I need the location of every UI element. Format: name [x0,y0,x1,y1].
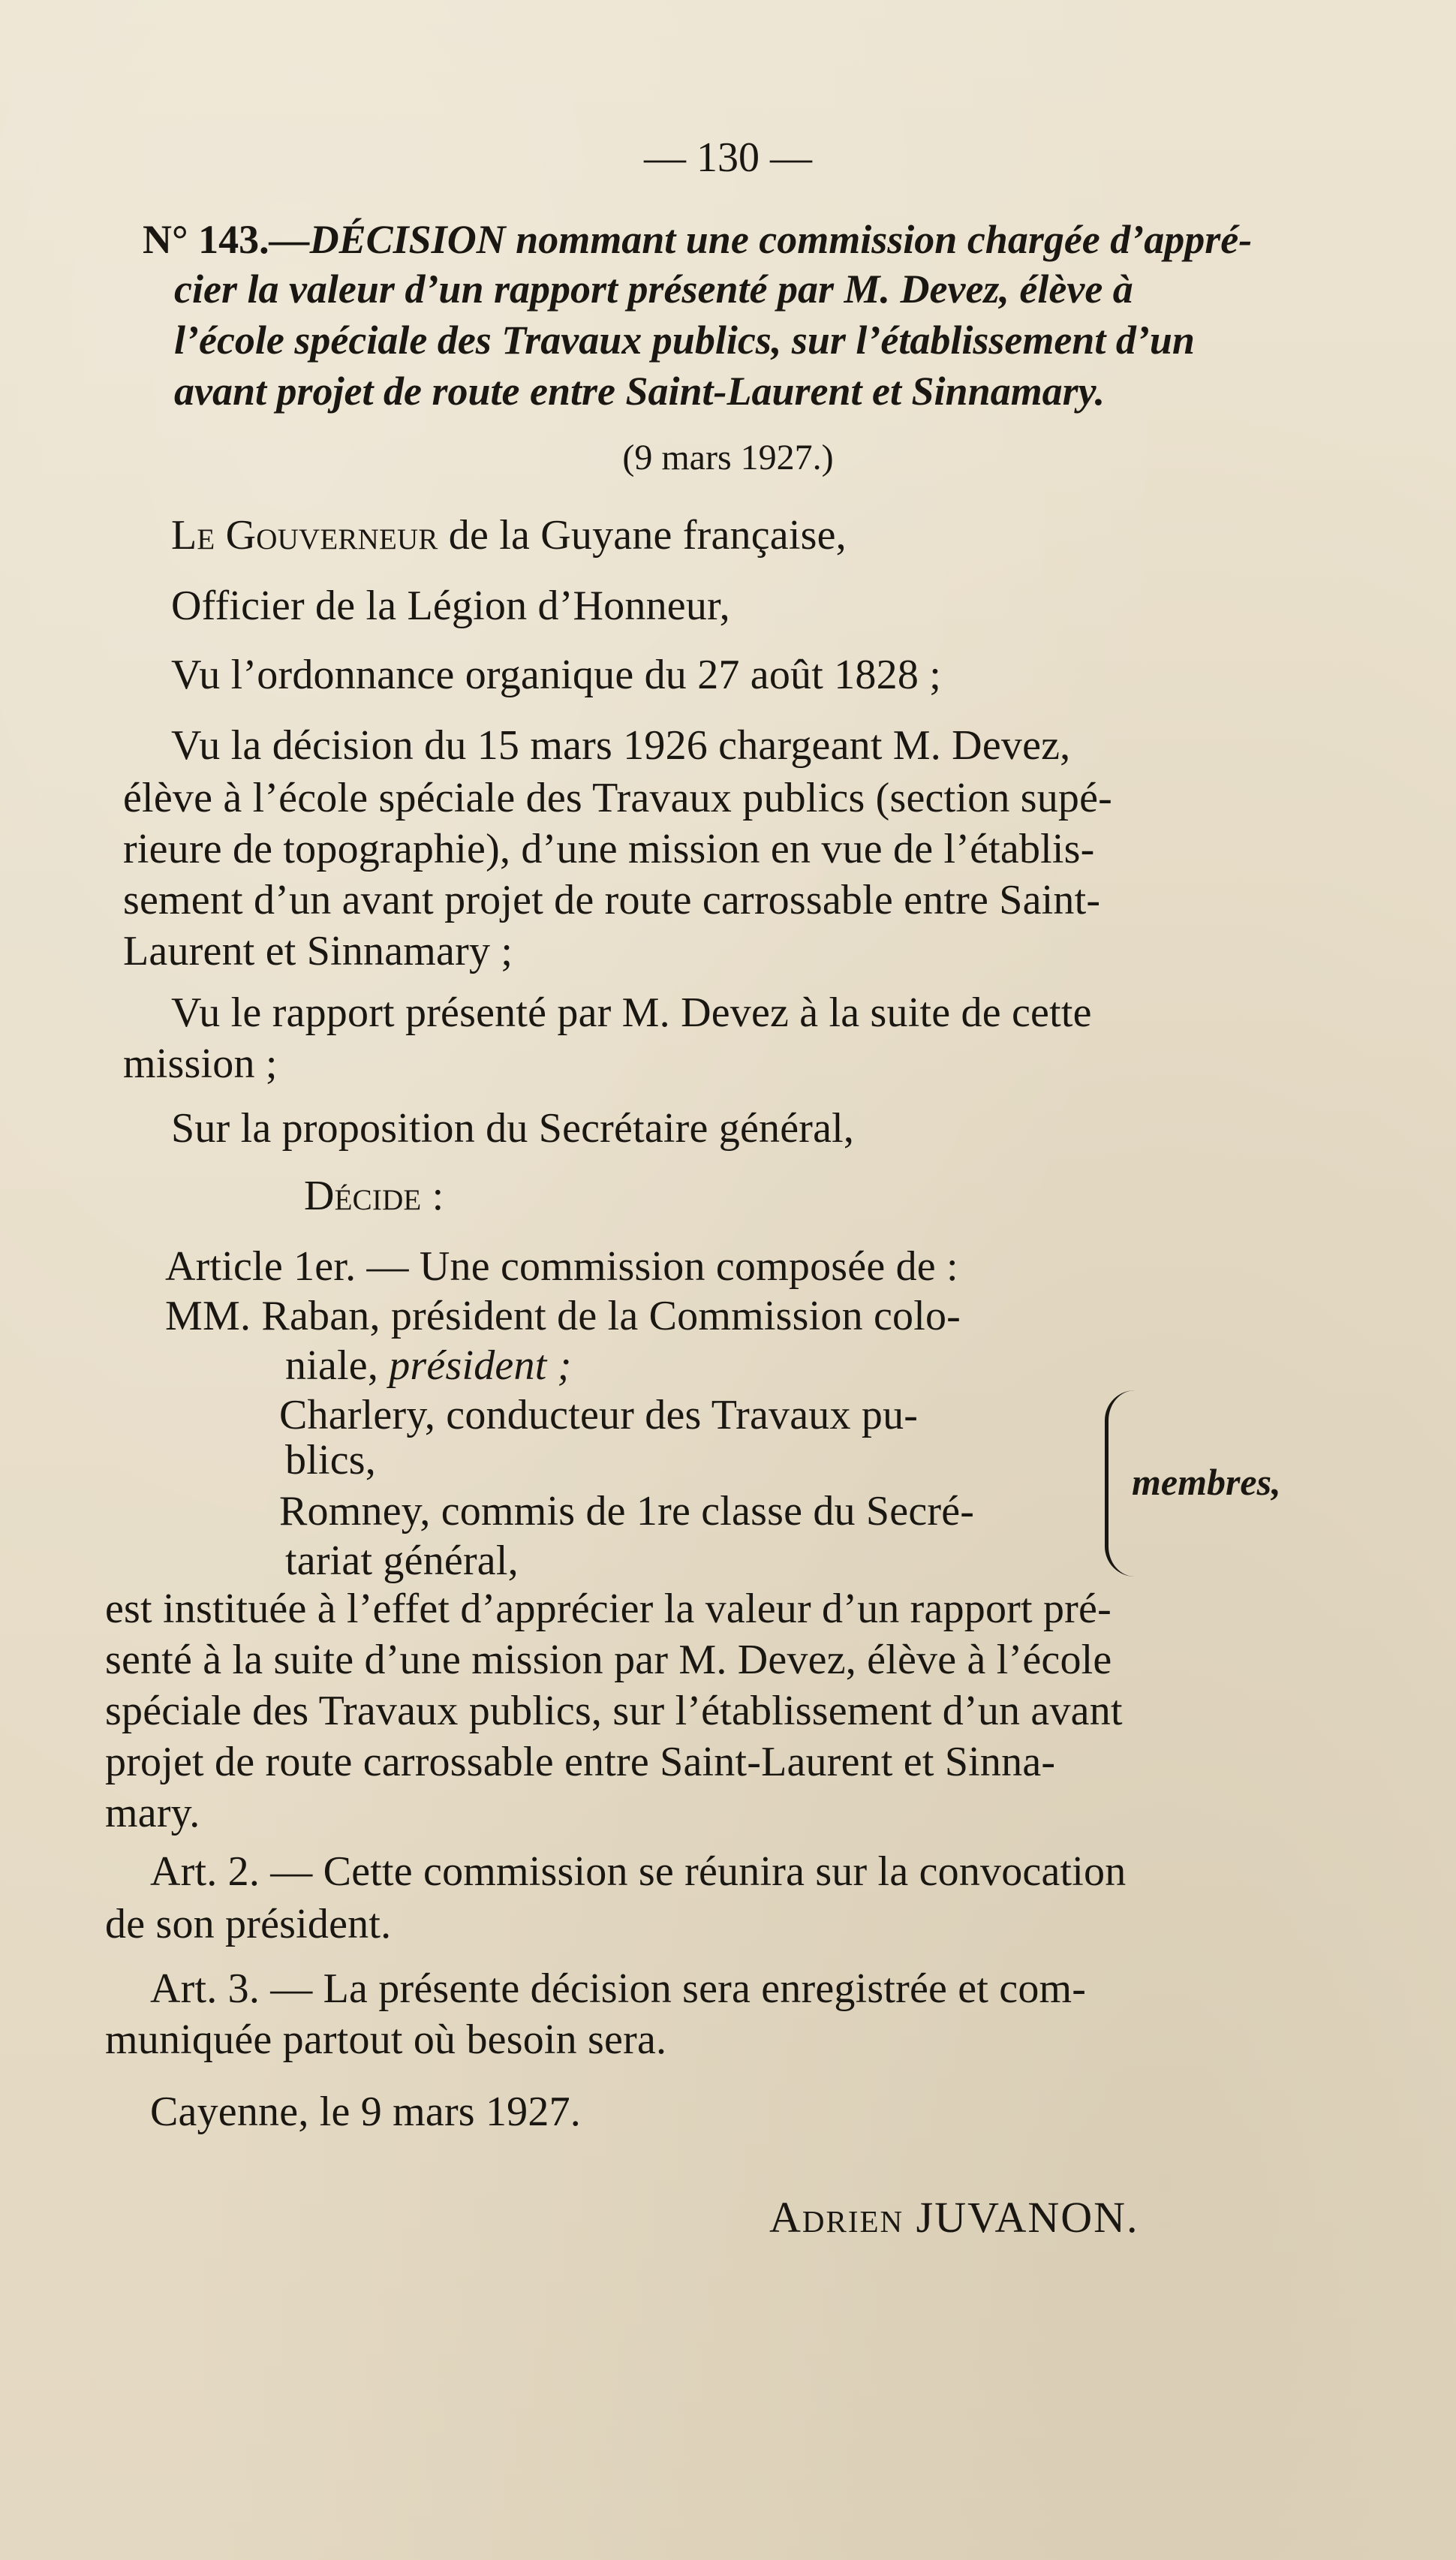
article-2-line-1: Art. 2. — Cette commission se réunira sur la convocation [150,1848,1127,1895]
members-brace [1105,1390,1135,1577]
page-number: — 130 — [644,134,812,181]
gouverneur-title: Le Gouverneur [171,512,438,559]
article-1-line-9: senté à la suite d’une mission par M. Devez, élève à l’école [105,1637,1112,1683]
place-date: Cayenne, le 9 mars 1927. [150,2089,581,2135]
membres-label: membres, [1132,1461,1281,1503]
officier-line: Officier de la Légion d’Honneur, [171,583,730,629]
vu-decision-line-3: rieure de topographie), d’une mission en vue de l’établis- [123,826,1095,872]
gouverneur-line [171,510,847,560]
mm-prefix: MM. [165,1293,262,1339]
decision-number: N° 143. [143,217,269,262]
decision-title-line-3: l’école spéciale des Travaux publics, sur l’établissement d’un [174,318,1195,363]
article-1-line-3 [285,1341,572,1390]
vu-decision-line-1: Vu la décision du 15 mars 1926 chargeant M. Devez, [171,722,1071,769]
vu-rapport-line-2: mission ; [123,1041,278,1087]
article-1-line-12: mary. [105,1790,200,1836]
proposition-line: Sur la proposition du Secrétaire général, [171,1105,855,1152]
decision-title-text-1: —DÉCISION nommant une commission chargée d’appré- [269,217,1253,262]
vu-decision-line-2: élève à l’école spéciale des Travaux publics (section supé- [123,775,1113,821]
decision-title-line-4: avant projet de route entre Saint-Laurent et Sinnamary. [174,369,1106,414]
decision-date: (9 mars 1927.) [622,438,834,477]
vu-decision-line-5: Laurent et Sinnamary ; [123,928,513,974]
raban-cont: niale, [285,1342,390,1389]
decision-title-line-1 [143,215,1252,264]
member-charlery-line-1: Charlery, conducteur des Travaux pu- [279,1392,919,1438]
article-1-line-2 [165,1291,961,1341]
article-3-line-2: muniquée partout où besoin sera. [105,2016,667,2063]
member-romney-line-1: Romney, commis de 1re classe du Secré- [279,1488,975,1534]
member-raban: Raban, président de la Commission colo- [261,1293,961,1339]
article-1-line-11: projet de route carrossable entre Saint-Laurent et Sinna- [105,1739,1056,1785]
vu-ordonnance-line: Vu l’ordonnance organique du 27 août 1828 ; [171,652,941,698]
gouverneur-rest: de la Guyane française, [438,512,847,559]
article-1-line-8: est instituée à l’effet d’apprécier la valeur d’un rapport pré- [105,1586,1112,1632]
article-3-line-1: Art. 3. — La présente décision sera enregistrée et com- [150,1965,1087,2012]
raban-role: président ; [389,1342,572,1389]
signature: Adrien JUVANON. [769,2193,1139,2242]
vu-decision-line-4: sement d’un avant projet de route carrossable entre Saint- [123,877,1101,923]
article-1-line-1: Article 1er. — Une commission composée de : [165,1243,958,1290]
decision-title-line-2: cier la valeur d’un rapport présenté par M. Devez, élève à [174,267,1133,312]
article-1-line-10: spéciale des Travaux publics, sur l’établissement d’un avant [105,1688,1123,1734]
decide-heading: Décide : [304,1173,444,1219]
member-charlery-line-2: blics, [285,1437,376,1483]
article-2-line-2: de son président. [105,1901,392,1947]
member-romney-line-2: tariat général, [285,1538,519,1584]
vu-rapport-line-1: Vu le rapport présenté par M. Devez à la suite de cette [171,989,1092,1036]
